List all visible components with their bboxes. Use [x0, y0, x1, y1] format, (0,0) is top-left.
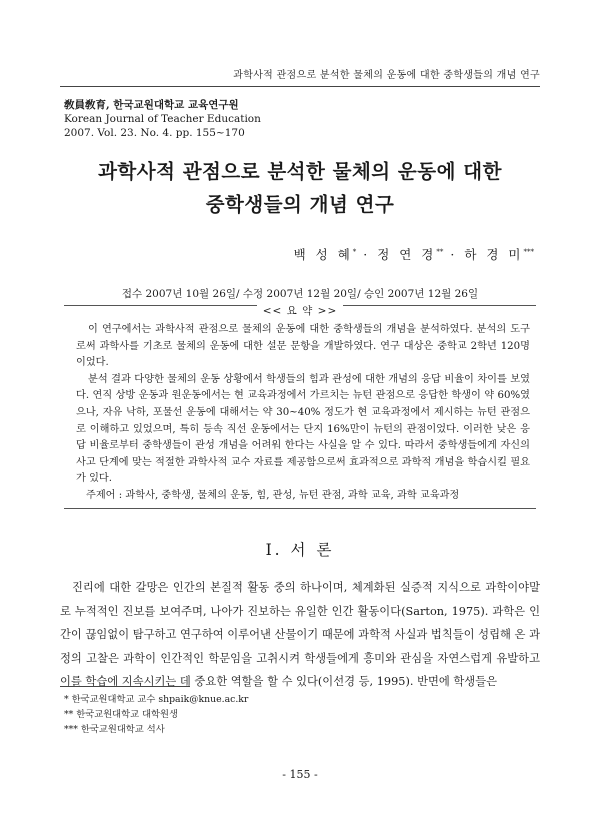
author-separator: ·	[356, 247, 378, 262]
author-name: 정 연 경	[377, 247, 437, 262]
footnotes	[64, 692, 248, 737]
journal-info	[64, 98, 261, 140]
footnote: * 한국교원대학교 교수 shpaik@knue.ac.kr	[64, 694, 249, 705]
page-number: - 155 -	[282, 768, 318, 781]
body-text	[60, 576, 540, 694]
title-line-1: 과학사적 관점으로 분석한 물체의 운동에 대한	[98, 160, 502, 183]
author-separator: ·	[443, 247, 465, 262]
abstract	[76, 322, 530, 488]
journal-name-ko: 敎員敎育, 한국교원대학교 교육연구원	[64, 99, 239, 111]
author-mark: *	[352, 247, 357, 256]
abstract-paragraph: 분석 결과 다양한 물체의 운동 상황에서 학생들의 힘과 관성에 대한 개념의 응답 비율이 차이를 보였다. 연직 상방 운동과 원운동에서는 현 교육과정에서 가르치는 뉴턴 관점으로 응답한 학생이 약 60%였으나, 자유 낙하, 포물선 운동에 대해서는 약 30~40% 정도가 현 교육과정에서 제시하는 뉴턴 관점으로 이해하고 있었으며, 특히 등속 직선 운동에서는 단지 16%만이 뉴턴의 관점이었다. 이러한 낮은 응답 비율로부터 중학생들이 관성 개념을 어려워 한다는 사실을 알 수 있다. 따라서 중학생들에게 자신의 사고 단계에 맞는 적절한 과학사적 교수 자료를 제공함으로써 효과적으로 과학적 개념을 학습시킬 필요가 있다.	[76, 373, 530, 485]
footnote: *** 한국교원대학교 석사	[64, 724, 165, 735]
journal-volume: 2007. Vol. 23. No. 4. pp. 155~170	[64, 127, 245, 139]
footnote: ** 한국교원대학교 대학원생	[64, 709, 178, 720]
keywords: 주제어 : 과학사, 중학생, 물체의 운동, 힘, 관성, 뉴턴 관점, 과학 교육, 과학 교육과정	[86, 490, 460, 501]
paper-title	[60, 155, 540, 221]
journal-name-en: Korean Journal of Teacher Education	[64, 113, 261, 125]
intro-paragraph: 진리에 대한 갈망은 인간의 본질적 활동 중의 하나이며, 체계화된 실증적 지식으로 과학이야말로 누적적인 진보를 보여주며, 나아가 진보하는 유일한 인간 활동이다(Sarton, 1975). 과학은 인간이 끊임없이 탐구하고 연구하여 이루어낸 산물이기 때문에 과학적 사실과 법칙들이 성립해 온 과정의 고찰은 과학이 인간적인 학문임을 고취시켜 학생들에게 흥미와 관심을 자연스럽게 유발하고 이를 학습에 지속시키는 데 중요한 역할을 할 수 있다(이선경 등, 1995). 반면에 학생들은	[60, 581, 540, 688]
author-list	[294, 245, 534, 263]
author-mark: **	[436, 247, 444, 256]
section-heading: Ⅰ. 서 론	[265, 541, 335, 559]
submission-dates: 접수 2007년 10월 26일/ 수정 2007년 12월 20일/ 승인 2007년 12월 26일	[121, 288, 479, 300]
abstract-paragraph: 이 연구에서는 과학사적 관점으로 물체의 운동에 대한 중학생들의 개념을 분석하였다. 분석의 도구로써 과학사를 기초로 물체의 운동에 대한 설문 문항을 개발하였다. 연구 대상은 중학교 2학년 120명이었다.	[76, 324, 530, 369]
keywords-rule	[64, 508, 536, 509]
author-name: 백 성 혜	[293, 247, 353, 262]
title-line-2: 중학생들의 개념 연구	[205, 193, 395, 216]
abstract-heading: << 요 약 >>	[257, 305, 344, 317]
author-name: 하 경 미	[464, 247, 524, 262]
running-header: 과학사적 관점으로 분석한 물체의 운동에 대한 중학생들의 개념 연구	[60, 66, 540, 87]
footnote-rule	[60, 686, 190, 687]
author-mark: ***	[523, 247, 534, 256]
